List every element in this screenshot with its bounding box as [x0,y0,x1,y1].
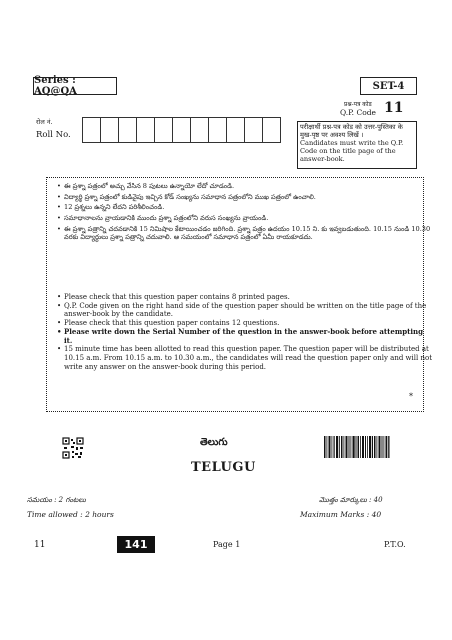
roll-no-box[interactable] [208,117,227,143]
qp-code-note [297,121,417,169]
maximum-marks: Maximum Marks : 40 [300,510,382,519]
roll-no-label-hindi: रोल नं. [36,118,53,126]
instruction-item: • సమాధానాలను వ్రాయడానికి ముందు ప్రశ్నా పత్రంలోని వరుస సంఖ్యను వ్రాయండి. [57,214,433,222]
instruction-item: • ఈ ప్రశ్నా పత్రాన్ని చదవడానికి 15 నిమిషాల కేటాయించడం జరిగింది. ప్రశ్నా పత్రం ఉదయం 10.15 ని. కు ఇవ్వబడుతుంది. 10.15 నుండి 10.30 వరకు విద్యార్థులు ప్రశ్నా పత్రాన్ని చదువాలి. ఆ సమయంలో సమాధాన పత్రంలో ఏమీ రాయకూడదు. [57,225,433,241]
roll-no-box[interactable] [226,117,245,143]
qp-code-label: Q.P. Code [340,108,376,117]
qp-code-note-english: Candidates must write the Q.P. Code on the title page of the answer-book. [300,139,404,164]
instructions-telugu [47,182,439,244]
time-allowed-telugu: సమయం : 2 గంటలు [27,496,86,504]
qp-code-value: 11 [384,100,404,116]
roll-no-box[interactable] [136,117,155,143]
roll-no-box[interactable] [82,117,101,143]
roll-no-label: Roll No. [36,130,71,140]
roll-no-box[interactable] [118,117,137,143]
instruction-item: • విద్యార్థి ప్రశ్నా పత్రంలో కుడివైపు ఇచ్చిన కోడ్ సంఖ్యను సమాధాన పత్రంలోని ముఖ పత్రంలో ఉంచాలి. [57,193,433,201]
qr-code-icon [62,437,84,459]
instruction-item: • Please check that this question paper contains 12 questions. [57,319,433,328]
roll-no-box[interactable] [172,117,191,143]
star-mark: * [409,392,413,401]
instructions-box [46,177,433,412]
roll-no-box[interactable] [262,117,281,143]
set-label: SET-4 [360,77,417,95]
instruction-item: • 15 minute time has been allotted to read this question paper. The question paper will be distributed at 10.15 a.m. From 10.15 a.m. to 10.30 a.m., the candidates will read the question paper only and will not write any answer on the answer-book during this period. [57,345,433,371]
instruction-item: • 12 ప్రశ్నలు ఉన్నని లేదని పరిశీలించండి. [57,203,433,211]
roll-no-box[interactable] [154,117,173,143]
instruction-item: • Please write down the Serial Number of the question in the answer-book before attempting it. [57,328,433,345]
page-number: Page 1 [213,540,241,549]
instruction-item: • Please check that this question paper contains 8 printed pages. [57,293,433,302]
instruction-item: • Q.P. Code given on the right hand side of the question paper should be written on the title page of the answer-book by the candidate. [57,302,433,319]
pto-label: P.T.O. [384,540,406,549]
roll-no-box[interactable] [190,117,209,143]
instruction-item: • ఈ ప్రశ్నా పత్రంలో అచ్చు వేసిన 8 పుటలు ఉన్నాయో లేదో చూడండి. [57,182,433,190]
instructions-english [47,293,439,371]
subject-title: TELUGU [191,460,256,475]
qp-code-note-hindi: परीक्षार्थी प्रश्न-पत्र कोड को उत्तर-पुस्तिका के मुख-पृष्ठ पर अवश्य लिखें । [300,123,403,140]
footer-badge: 141 [117,536,155,553]
roll-no-box[interactable] [100,117,119,143]
barcode-icon [324,436,390,458]
roll-no-boxes[interactable] [83,117,281,143]
qp-code-label-hindi: प्रश्न-पत्र कोड [344,101,372,108]
roll-no-box[interactable] [244,117,263,143]
subject-title-telugu: తెలుగు [200,437,228,448]
time-allowed: Time allowed : 2 hours [27,510,114,519]
series-label: Series : AQ@QA [33,77,117,95]
footer-code: 11 [34,540,46,550]
maximum-marks-telugu: మొత్తం మార్కులు : 40 [319,496,383,504]
